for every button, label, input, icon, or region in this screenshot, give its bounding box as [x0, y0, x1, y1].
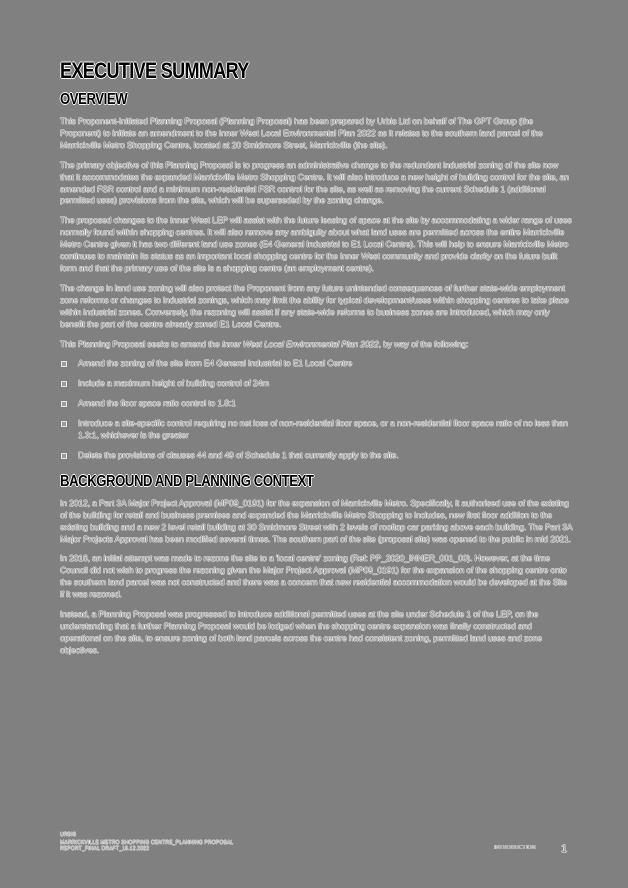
amend-intro-paragraph	[60, 339, 572, 351]
list-item-text: Amend the floor space ratio control to 1.8:1	[78, 398, 236, 409]
page-number: 1	[561, 843, 568, 855]
overview-paragraph-4: The change in land use zoning will also protect the Proponent from any future unintended consequences of further state-wide employment zone reforms or changes to industrial zonings, which may limit the ability for typical development/uses within shopping centres to take place within industrial zones. Conversely, the rezoning will assist if any state-wide reforms to business zones are introduced, which may only benefit the part of the centre already zoned E1 Local Centre.	[60, 282, 569, 329]
list-item-text: Amend the zoning of the site from E4 General Industrial to E1 Local Centre	[78, 358, 353, 369]
square-bullet-icon	[62, 454, 66, 458]
list-item	[60, 358, 572, 370]
document-page	[60, 58, 572, 665]
amend-intro-after: , by way of the following:	[378, 338, 469, 349]
background-paragraph-2: In 2016, an initial attempt was made to rezone the site to a 'local centre' zoning (Ref: PP_2020_INNER_001_00). However, at the time Council did not wish to progress the rezoning given the Major Project Approval (MP09_0191) for the expansion of the shopping centre onto the southern land parcel was not constructed and there was a concern that new residential accommodation would be developed at the Site if it was rezoned.	[60, 553, 567, 600]
square-bullet-icon	[62, 402, 66, 406]
footer-section-label: INTRODUCTION	[494, 845, 536, 851]
square-bullet-icon	[62, 422, 66, 426]
footer-doc-ref-line-2: REPORT_FINAL DRAFT_15.12.2022	[60, 846, 150, 852]
section-background	[60, 472, 572, 657]
list-item	[60, 378, 572, 390]
section-heading-background: BACKGROUND AND PLANNING CONTEXT	[60, 472, 314, 490]
amendment-list	[60, 358, 572, 461]
list-item-text: Delete the provisions of clauses 44 and 49 of Schedule 1 that currently apply to the site.	[78, 449, 399, 460]
list-item	[60, 418, 572, 442]
section-overview	[60, 90, 572, 462]
footer-doc-ref-line-1: MARRICKVILLE METRO SHOPPING CENTRE_PLANNING PROPOSAL	[60, 840, 234, 846]
amend-intro-plan-name: Inner West Local Environmental Plan 2022	[221, 338, 379, 349]
footer-document-reference	[60, 832, 320, 852]
square-bullet-icon	[62, 382, 66, 386]
overview-paragraph-2: The primary objective of this Planning Proposal is to progress an administrative change to the redundant industrial zoning of the site now that it accommodates the expanded Marrickville Metro Shopping Centre. It will also introduce a new height of building control for the site, an amended FSR control and a minimum non-residential FSR control for the site, as well as removing the current Schedule 1 (additional permitted uses) provisions from the site, which will be superseded by the zoning change.	[60, 159, 569, 206]
list-item-text: Introduce a site-specific control requiring no net loss of non-residential floor space, or a non-residential floor space ratio of no less than 1.3:1, whichever is the greater	[78, 418, 568, 441]
background-paragraph-3: Instead, a Planning Proposal was progressed to introduce additional permitted uses at the site under Schedule 1 of the LEP, on the understanding that a further Planning Proposal would be lodged when the shopping centre expansion was finally constructed and operational on the site, to ensure zoning of both land parcels across the centre had consistent zoning, permitted land uses and zone objectives.	[60, 609, 542, 655]
square-bullet-icon	[62, 362, 66, 366]
overview-paragraph-3: The proposed changes to the Inner West LEP will assist with the future leasing of space at the site by accommodating a wider range of uses normally found within shopping centres. It will also remove any ambiguity about what land uses are permitted across the entire Marrickville Metro Centre given it has two different land use zones (E4 General Industrial to E1 Local Centre). This will help to ensure Marrickville Metro continues to maintain its status as an important local shopping centre for the Inner West community and provide clarity on the future built form and that the primary use of the site is a shopping centre (an employment centre).	[60, 215, 572, 273]
amend-intro-before: This Planning Proposal seeks to amend the	[60, 338, 222, 349]
list-item	[60, 450, 572, 462]
background-paragraph-1: In 2012, a Part 3A Major Project Approval (MP09_0191) for the expansion of Marrickville Metro. Specifically, it authorised use of the existing of the building for retail and business premises and expanded the Marrickville Metro Shopping to includes, new first floor addition to the existing building and a new 2 level retail building at 30 Smidmore Street with 2 levels of rooftop car parking above each building. The Part 3A Major Projects Approval has been modified several times. The southern part of the site (proposal site) was opened to the public in mid 2021.	[60, 497, 572, 544]
list-item	[60, 398, 572, 410]
page-title: EXECUTIVE SUMMARY	[60, 58, 249, 83]
list-item-text: Include a maximum height of building control of 24m	[78, 378, 270, 389]
overview-paragraph-1: This Proponent-Initiated Planning Proposal (Planning Proposal) has been prepared by Urbis Ltd on behalf of The GPT Group (the Proponent) to initiate an amendment to the Inner West Local Environmental Plan 2022 as it relates to the southern land parcel of the Marrickville Metro Shopping Centre, located at 20 Smidmore Street, Marrickville (the site).	[60, 116, 543, 150]
section-heading-overview: OVERVIEW	[60, 91, 128, 108]
footer-brand: URBIS	[60, 832, 77, 838]
